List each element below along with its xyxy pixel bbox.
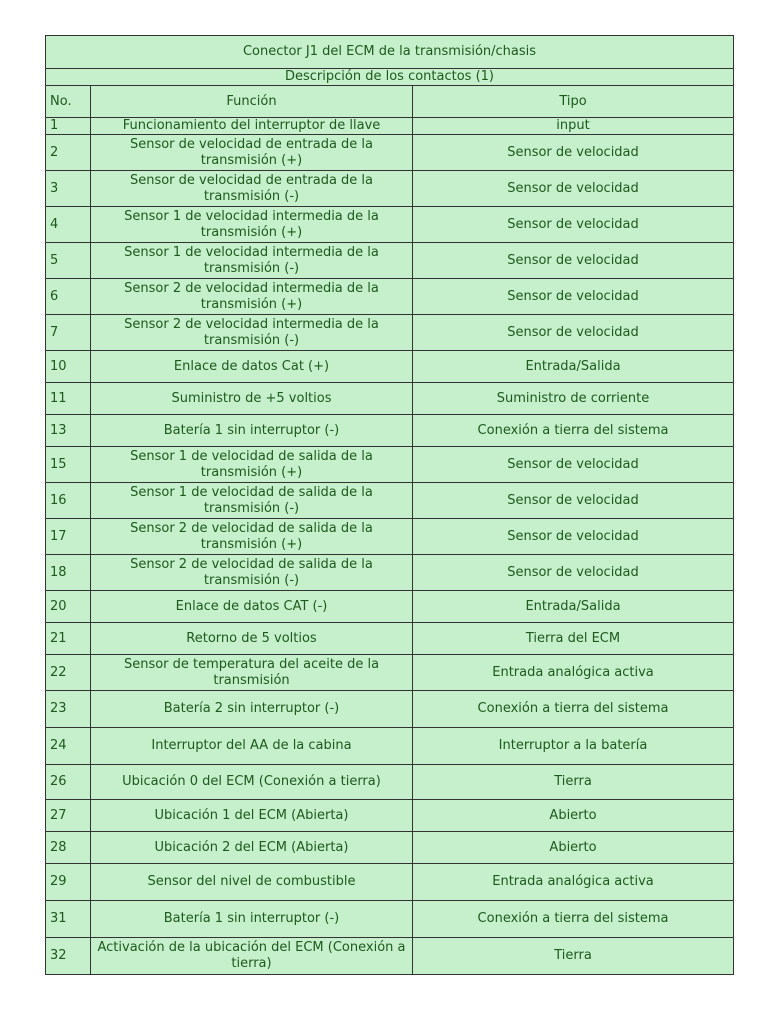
pin-number: 6 xyxy=(46,279,91,315)
pin-number: 24 xyxy=(46,728,91,765)
pin-type: Sensor de velocidad xyxy=(413,483,734,519)
pin-number: 20 xyxy=(46,591,91,623)
pin-type: Sensor de velocidad xyxy=(413,279,734,315)
pin-type: Sensor de velocidad xyxy=(413,171,734,207)
pin-function: Ubicación 1 del ECM (Abierta) xyxy=(91,800,413,832)
table-row xyxy=(46,691,734,728)
pin-number: 23 xyxy=(46,691,91,728)
pin-function: Retorno de 5 voltios xyxy=(91,623,413,655)
table-row xyxy=(46,351,734,383)
pin-type: Sensor de velocidad xyxy=(413,519,734,555)
pin-type: Interruptor a la batería xyxy=(413,728,734,765)
pin-type: Tierra xyxy=(413,765,734,800)
pin-type: Tierra del ECM xyxy=(413,623,734,655)
pin-number: 32 xyxy=(46,938,91,975)
pin-function: Sensor 1 de velocidad de salida de la transmisión (-) xyxy=(91,483,413,519)
table-row xyxy=(46,519,734,555)
table-row xyxy=(46,901,734,938)
pin-number: 3 xyxy=(46,171,91,207)
pin-number: 2 xyxy=(46,135,91,171)
pin-type: Sensor de velocidad xyxy=(413,135,734,171)
pin-number: 7 xyxy=(46,315,91,351)
pin-type: Sensor de velocidad xyxy=(413,447,734,483)
pin-type: Entrada/Salida xyxy=(413,591,734,623)
table-row xyxy=(46,800,734,832)
pin-type: Tierra xyxy=(413,938,734,975)
table-row xyxy=(46,655,734,691)
pin-function: Batería 1 sin interruptor (-) xyxy=(91,415,413,447)
pin-function: Sensor de velocidad de entrada de la transmisión (+) xyxy=(91,135,413,171)
pin-function: Interruptor del AA de la cabina xyxy=(91,728,413,765)
pin-type: Sensor de velocidad xyxy=(413,243,734,279)
pin-type: Abierto xyxy=(413,832,734,864)
pin-type: Sensor de velocidad xyxy=(413,207,734,243)
pin-function: Sensor 2 de velocidad intermedia de la transmisión (-) xyxy=(91,315,413,351)
table-row xyxy=(46,447,734,483)
pin-number: 31 xyxy=(46,901,91,938)
pin-type: Abierto xyxy=(413,800,734,832)
header-funcion: Función xyxy=(91,86,413,118)
pin-function: Activación de la ubicación del ECM (Conexión a tierra) xyxy=(91,938,413,975)
header-row xyxy=(46,86,734,118)
table-row xyxy=(46,207,734,243)
pin-function: Sensor de velocidad de entrada de la transmisión (-) xyxy=(91,171,413,207)
table-subtitle: Descripción de los contactos (1) xyxy=(46,69,734,86)
pin-function: Enlace de datos CAT (-) xyxy=(91,591,413,623)
pin-function: Sensor 1 de velocidad intermedia de la transmisión (+) xyxy=(91,207,413,243)
pin-type: input xyxy=(413,118,734,135)
pin-type: Conexión a tierra del sistema xyxy=(413,691,734,728)
pin-number: 17 xyxy=(46,519,91,555)
table-row xyxy=(46,279,734,315)
pin-number: 1 xyxy=(46,118,91,135)
pin-type: Entrada/Salida xyxy=(413,351,734,383)
pin-type: Entrada analógica activa xyxy=(413,655,734,691)
pin-number: 16 xyxy=(46,483,91,519)
table-row xyxy=(46,483,734,519)
table-row xyxy=(46,555,734,591)
pin-number: 18 xyxy=(46,555,91,591)
pin-type: Sensor de velocidad xyxy=(413,555,734,591)
table-row xyxy=(46,728,734,765)
table-row xyxy=(46,938,734,975)
pin-function: Batería 2 sin interruptor (-) xyxy=(91,691,413,728)
pin-description-table xyxy=(45,35,734,975)
pin-number: 13 xyxy=(46,415,91,447)
table-row xyxy=(46,765,734,800)
pin-number: 4 xyxy=(46,207,91,243)
pin-function: Sensor del nivel de combustible xyxy=(91,864,413,901)
pin-function: Sensor 1 de velocidad de salida de la transmisión (+) xyxy=(91,447,413,483)
table-row xyxy=(46,591,734,623)
table-row xyxy=(46,415,734,447)
pin-number: 11 xyxy=(46,383,91,415)
pin-function: Funcionamiento del interruptor de llave xyxy=(91,118,413,135)
pin-number: 15 xyxy=(46,447,91,483)
table-title: Conector J1 del ECM de la transmisión/chasis xyxy=(46,36,734,69)
table-row xyxy=(46,118,734,135)
pin-function: Suministro de +5 voltios xyxy=(91,383,413,415)
pin-type: Entrada analógica activa xyxy=(413,864,734,901)
table-row xyxy=(46,864,734,901)
pin-number: 26 xyxy=(46,765,91,800)
table-row xyxy=(46,832,734,864)
header-tipo: Tipo xyxy=(413,86,734,118)
pin-type: Conexión a tierra del sistema xyxy=(413,415,734,447)
table-row xyxy=(46,623,734,655)
table-row xyxy=(46,315,734,351)
pin-number: 10 xyxy=(46,351,91,383)
pin-function: Ubicación 0 del ECM (Conexión a tierra) xyxy=(91,765,413,800)
pin-number: 22 xyxy=(46,655,91,691)
pin-number: 28 xyxy=(46,832,91,864)
pin-function: Enlace de datos Cat (+) xyxy=(91,351,413,383)
pin-function: Ubicación 2 del ECM (Abierta) xyxy=(91,832,413,864)
table-row xyxy=(46,383,734,415)
pin-function: Sensor de temperatura del aceite de la transmisión xyxy=(91,655,413,691)
pin-function: Sensor 2 de velocidad intermedia de la transmisión (+) xyxy=(91,279,413,315)
pin-function: Batería 1 sin interruptor (-) xyxy=(91,901,413,938)
pin-function: Sensor 1 de velocidad intermedia de la transmisión (-) xyxy=(91,243,413,279)
pin-number: 29 xyxy=(46,864,91,901)
pin-function: Sensor 2 de velocidad de salida de la transmisión (+) xyxy=(91,519,413,555)
table-row xyxy=(46,135,734,171)
pin-number: 21 xyxy=(46,623,91,655)
header-no: No. xyxy=(46,86,91,118)
pin-number: 27 xyxy=(46,800,91,832)
pin-function: Sensor 2 de velocidad de salida de la transmisión (-) xyxy=(91,555,413,591)
table-row xyxy=(46,243,734,279)
pin-type: Sensor de velocidad xyxy=(413,315,734,351)
pin-type: Conexión a tierra del sistema xyxy=(413,901,734,938)
pin-type: Suministro de corriente xyxy=(413,383,734,415)
table-row xyxy=(46,171,734,207)
pin-number: 5 xyxy=(46,243,91,279)
